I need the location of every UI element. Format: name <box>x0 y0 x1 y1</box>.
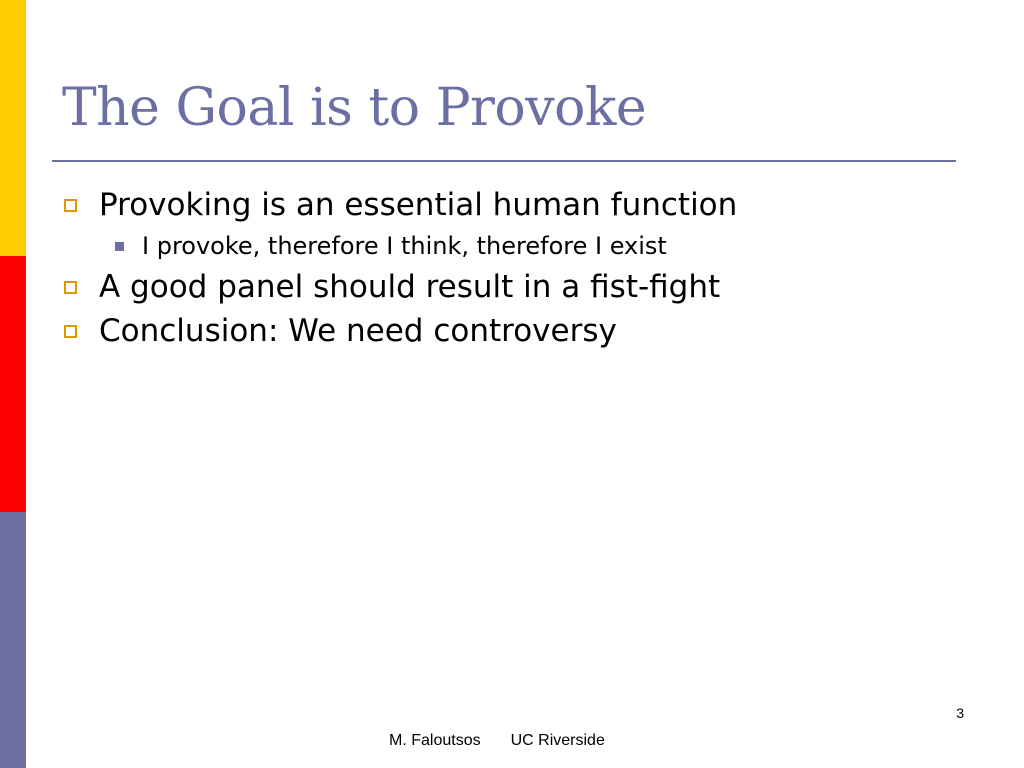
hollow-square-bullet-icon <box>64 325 77 338</box>
side-bar-blue <box>0 512 26 768</box>
bullet-item <box>64 265 964 309</box>
title-underline <box>52 160 956 162</box>
hollow-square-bullet-icon <box>64 281 77 294</box>
sub-bullet-text: I provoke, therefore I think, therefore I exist <box>142 232 667 260</box>
side-bar-red <box>0 256 26 512</box>
bullet-item <box>64 183 964 227</box>
bullet-text: Provoking is an essential human function <box>99 187 738 223</box>
slide-title: The Goal is to Provoke <box>62 78 647 138</box>
bullet-item <box>64 309 964 353</box>
footer-author: M. Faloutsos <box>389 732 481 749</box>
slide-number: 3 <box>956 705 964 721</box>
side-bar-yellow <box>0 0 26 256</box>
bullet-text: Conclusion: We need controversy <box>99 313 617 349</box>
footer-institution: UC Riverside <box>510 732 605 749</box>
footer <box>389 732 605 750</box>
bullet-list <box>64 183 964 353</box>
bullet-text: A good panel should result in a fist-fight <box>99 269 721 305</box>
filled-square-bullet-icon <box>115 242 124 251</box>
hollow-square-bullet-icon <box>64 199 77 212</box>
sub-bullet-item <box>64 227 964 265</box>
